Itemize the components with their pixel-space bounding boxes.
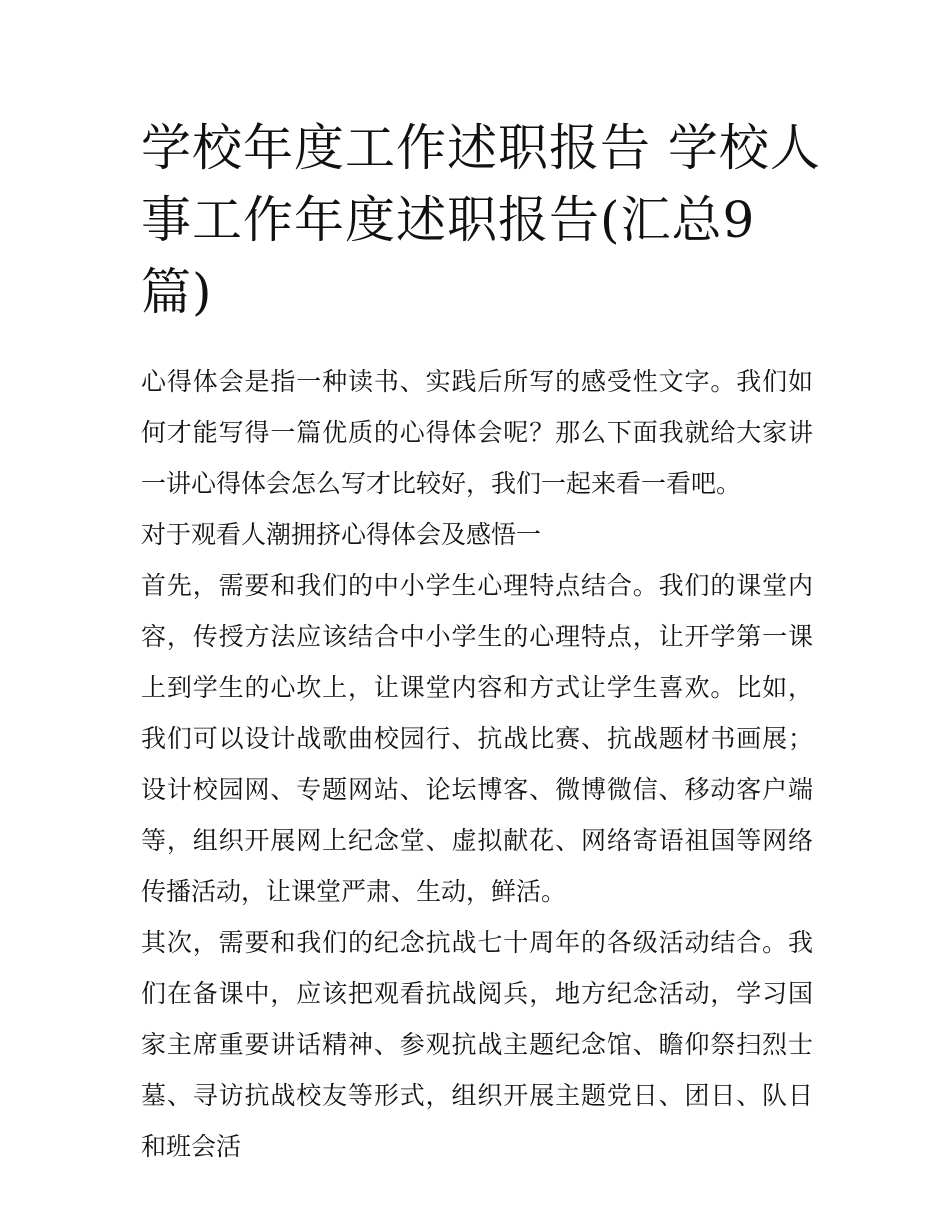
paragraph-second-point: 其次，需要和我们的纪念抗战七十周年的各级活动结合。我们在备课中，应该把观看抗战阅兵，地方纪念活动，学习国家主席重要讲话精神、参观抗战主题纪念馆、瞻仰祭扫烈士墓、寻访抗战校友等形式，组织开展主题党日、团日、队日和班会活 bbox=[141, 928, 813, 1161]
document-title: 学校年度工作述职报告 学校人事工作年度述职报告(汇总9篇) bbox=[141, 119, 821, 321]
document-body bbox=[141, 356, 813, 1172]
paragraph-first-point: 首先，需要和我们的中小学生心理特点结合。我们的课堂内容，传授方法应该结合中小学生的心理特点，让开学第一课上到学生的心坎上，让课堂内容和方式让学生喜欢。比如，我们可以设计战歌曲校园行、抗战比赛、抗战题材书画展；设计校园网、专题网站、论坛博客、微博微信、移动客户端等，组织开展网上纪念堂、虚拟献花、网络寄语祖国等网络传播活动，让课堂严肃、生动，鲜活。 bbox=[141, 571, 813, 906]
paragraph-subheading: 对于观看人潮拥挤心得体会及感悟一 bbox=[141, 520, 542, 549]
paragraph-intro: 心得体会是指一种读书、实践后所写的感受性文字。我们如何才能写得一篇优质的心得体会呢？那么下面我就给大家讲一讲心得体会怎么写才比较好，我们一起来看一看吧。 bbox=[141, 367, 813, 498]
